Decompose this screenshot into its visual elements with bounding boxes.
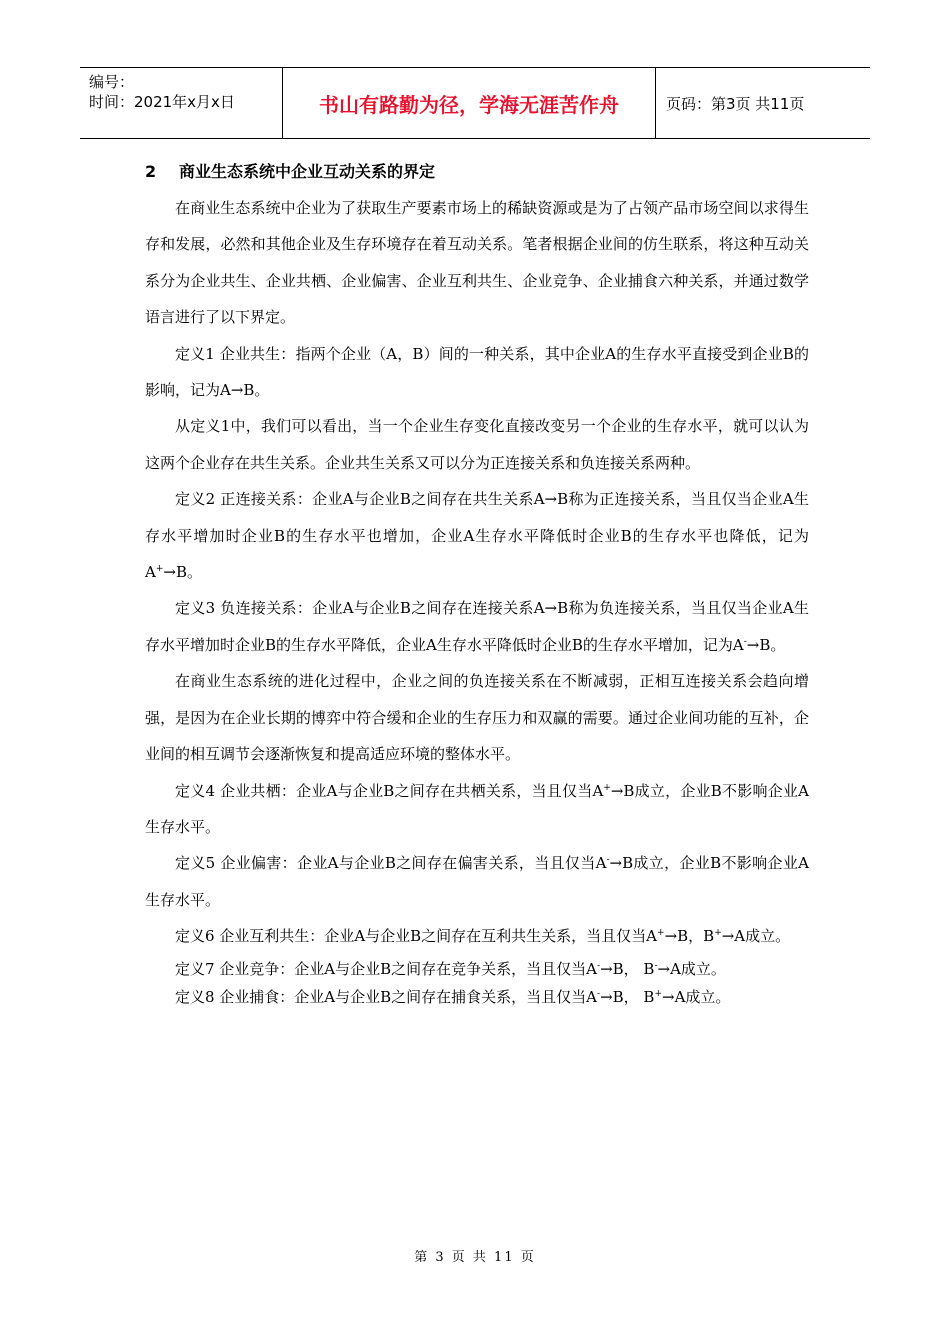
- definition-1: 定义1 企业共生：指两个企业（A，B）间的一种关系，其中企业A的生存水平直接受到企业B的影响，记为A→B。: [145, 344, 809, 400]
- superscript-minus: -: [606, 855, 610, 866]
- definition-8-text: 定义8 企业捕食：企业A与企业B之间存在捕食关系，当且仅当A: [175, 987, 598, 1006]
- paragraph-intro: 在商业生态系统中企业为了获取生产要素市场上的稀缺资源或是为了占领产品市场空间以求得生存和发展，必然和其他企业及生存环境存在着互动关系。笔者根据企业间的仿生联系，将这种互动关系分为企业共生、企业共栖、企业偏害、企业互利共生、企业竞争、企业捕食六种关系，并通过数学语言进行了以下界定。: [145, 199, 809, 327]
- definition-4-text: 定义4 企业共栖：企业A与企业B之间存在共栖关系，当且仅当A: [175, 781, 604, 800]
- section-heading: [145, 160, 809, 190]
- definition-4: [145, 773, 809, 846]
- superscript-minus: -: [654, 960, 658, 971]
- section-title: 商业生态系统中企业互动关系的界定: [179, 162, 436, 181]
- superscript-plus: +: [657, 928, 665, 939]
- superscript-minus: -: [597, 988, 601, 999]
- definition-7-text: 定义7 企业竞争：企业A与企业B之间存在竞争关系，当且仅当A: [175, 959, 598, 978]
- definition-7: [145, 955, 809, 983]
- superscript-plus: +: [155, 564, 164, 575]
- page-header: [80, 67, 870, 139]
- superscript-minus: -: [597, 960, 601, 971]
- definition-7-mid: →B， B: [600, 959, 655, 978]
- definition-6: [145, 918, 809, 954]
- superscript-plus: +: [603, 782, 611, 793]
- definition-2-text: 定义2 正连接关系：企业A与企业B之间存在共生关系A→B称为正连接关系，当且仅当企业A生存水平增加时企业B的生存水平也增加，企业A生存水平降低时企业B的生存水平也降低，记为A: [145, 490, 809, 582]
- paragraph-definition-1-explanation: 从定义1中，我们可以看出，当一个企业生存变化直接改变另一个企业的生存水平，就可以认为这两个企业存在共生关系。企业共生关系又可以分为正连接关系和负连接关系两种。: [145, 417, 809, 472]
- definition-2: [145, 481, 809, 590]
- definition-3-end: →B。: [746, 635, 786, 654]
- definition-8-mid: →B， B: [600, 987, 655, 1006]
- definition-8: [145, 983, 809, 1011]
- definition-3: [145, 590, 809, 663]
- header-page-number: 页码：第3页 共11页: [666, 94, 805, 113]
- section-number: 2: [145, 162, 157, 181]
- definition-5-text: 定义5 企业偏害：企业A与企业B之间存在偏害关系，当且仅当A: [175, 854, 607, 873]
- superscript-plus: +: [714, 928, 722, 939]
- definition-5: [145, 845, 809, 918]
- document-date: 时间：2021年x月x日: [89, 93, 235, 111]
- definition-5-end: →B成立，企业B不影响企业A生存水平。: [145, 854, 809, 909]
- paragraph-evolution: 在商业生态系统的进化过程中，企业之间的负连接关系在不断减弱，正相互连接关系会趋向增强，是因为在企业长期的博弈中符合缓和企业的生存压力和双赢的需要。通过企业间功能的互补，企业间的相互调节会逐渐恢复和提高适应环境的整体水平。: [145, 672, 809, 764]
- definition-3-text: 定义3 负连接关系：企业A与企业B之间存在连接关系A→B称为负连接关系，当且仅当企业A生存水平增加时企业B的生存水平降低，企业A生存水平降低时企业B的生存水平增加，记为A: [145, 599, 809, 654]
- definition-7-end: →A成立。: [657, 959, 726, 978]
- header-motto: 书山有路勤为径，学海无涯苦作舟: [283, 68, 656, 138]
- superscript-plus: +: [654, 988, 662, 999]
- page-footer: 第 3 页 共 11 页: [414, 1250, 536, 1265]
- header-meta: [80, 68, 283, 138]
- definition-4-end: →B成立，企业B不影响企业A生存水平。: [145, 781, 809, 836]
- document-number-label: 编号：: [89, 73, 135, 91]
- definition-6-end: →A成立。: [721, 927, 791, 946]
- definition-6-mid: →B，B: [664, 927, 715, 946]
- definition-6-text: 定义6 企业互利共生：企业A与企业B之间存在互利共生关系，当且仅当A: [175, 927, 658, 946]
- document-body: [145, 160, 809, 1011]
- superscript-minus: -: [743, 636, 747, 647]
- definition-8-end: →A成立。: [662, 987, 731, 1006]
- definition-2-end: →B。: [163, 563, 202, 582]
